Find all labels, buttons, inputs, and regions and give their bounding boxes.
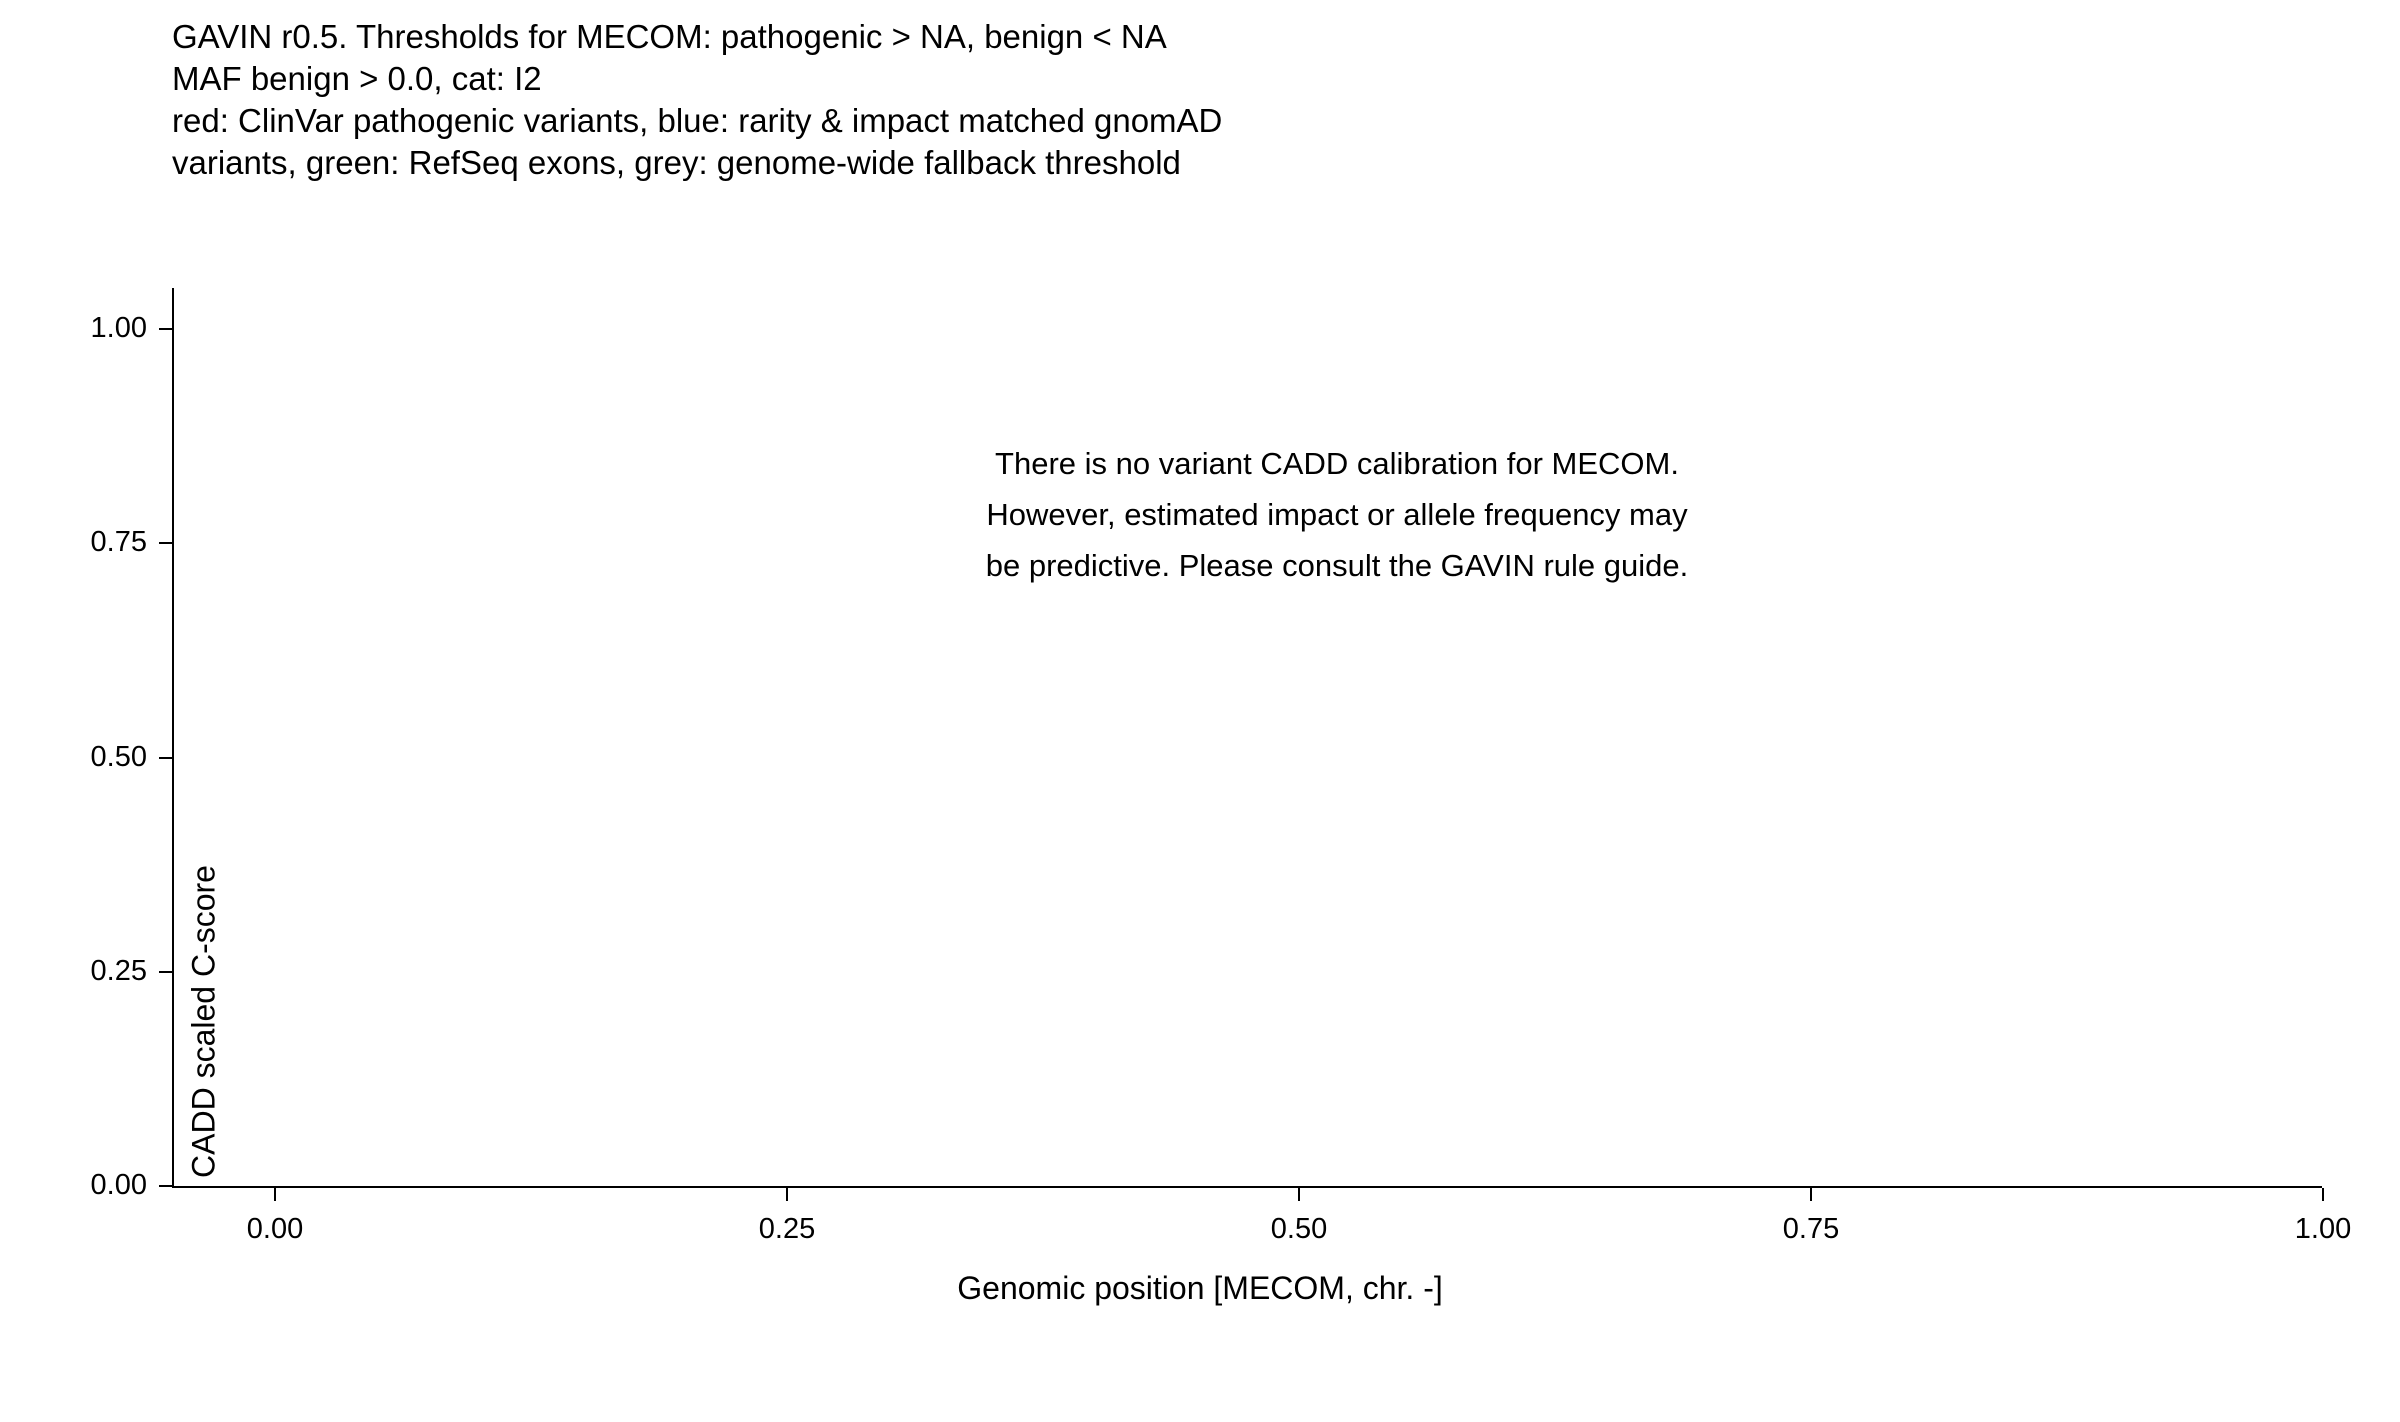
x-tick-mark-5 [2322, 1188, 2324, 1201]
chart-title-line-3: red: ClinVar pathogenic variants, blue: rarity & impact matched gnomAD [172, 102, 1223, 139]
plot-annotation [737, 438, 1937, 591]
y-tick-label-5: 0.00 [90, 1169, 147, 1201]
x-tick-label-5: 1.00 [2294, 1213, 2352, 1245]
x-axis-line [172, 1186, 2322, 1188]
y-axis-title: CADD scaled C-score [185, 865, 222, 1178]
x-tick-label-4: 0.75 [1782, 1213, 1840, 1245]
x-tick-mark-4 [1810, 1188, 1812, 1201]
x-tick-mark-2 [786, 1188, 788, 1201]
plot-panel [90, 288, 2352, 1245]
y-tick-label-1: 1.00 [90, 312, 147, 344]
y-tick-label-2: 0.75 [90, 526, 147, 558]
y-tick-mark-5 [159, 1185, 172, 1187]
chart-title-line-2: MAF benign > 0.0, cat: I2 [172, 60, 542, 97]
chart-title [172, 16, 2072, 184]
plot-annotation-line-3: be predictive. Please consult the GAVIN rule guide. [985, 548, 1689, 583]
x-axis-title: Genomic position [MECOM, chr. -] [957, 1270, 1443, 1306]
x-tick-label-3: 0.50 [1270, 1213, 1328, 1245]
y-tick-mark-4 [159, 971, 172, 973]
chart-title-line-1: GAVIN r0.5. Thresholds for MECOM: pathogenic > NA, benign < NA [172, 18, 1167, 55]
x-tick-mark-1 [274, 1188, 276, 1201]
chart-title-line-4: variants, green: RefSeq exons, grey: genome-wide fallback threshold [172, 144, 1181, 181]
y-tick-mark-2 [159, 542, 172, 544]
y-axis-line [172, 288, 174, 1188]
x-tick-mark-3 [1298, 1188, 1300, 1201]
plot-annotation-line-1: There is no variant CADD calibration for MECOM. [995, 446, 1679, 481]
y-tick-label-4: 0.25 [90, 955, 147, 987]
plot-annotation-line-2: However, estimated impact or allele frequency may [986, 497, 1688, 532]
y-tick-label-3: 0.50 [90, 741, 147, 773]
y-tick-mark-3 [159, 757, 172, 759]
x-tick-label-2: 0.25 [758, 1213, 816, 1245]
x-tick-label-1: 0.00 [246, 1213, 304, 1245]
y-tick-mark-1 [159, 328, 172, 330]
